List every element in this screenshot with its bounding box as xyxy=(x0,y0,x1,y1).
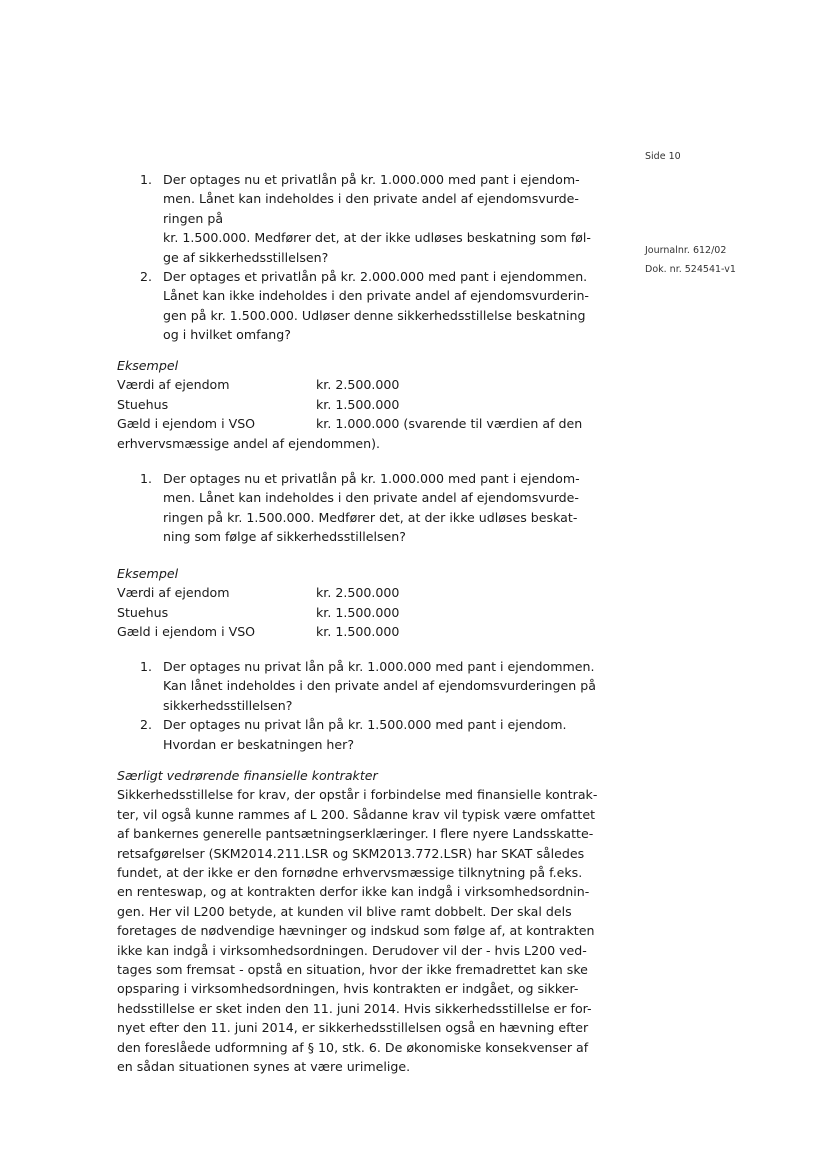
list-item-line: sikkerhedsstillelsen? xyxy=(163,697,293,713)
example-row xyxy=(117,603,400,622)
list-item-line: ge af sikkerhedsstillelsen? xyxy=(163,249,329,265)
list-item-line: Der optages et privatlån på kr. 2.000.000 med pant i ejendommen. xyxy=(163,269,588,285)
paragraph-line: hedsstillelse er sket inden den 11. juni 2014. Hvis sikkerhedsstillelse er for- xyxy=(117,1000,592,1016)
paragraph-line: gen. Her vil L200 betyde, at kunden vil blive ramt dobbelt. Der skal dels xyxy=(117,903,572,919)
paragraph-line: af bankernes generelle pantsætningserklæringer. I flere nyere Landsskatte- xyxy=(117,826,594,842)
example-block-2 xyxy=(117,564,400,642)
section-heading: Særligt vedrørende finansielle kontrakter xyxy=(117,768,378,783)
list-item-line: Kan lånet indeholdes i den private andel af ejendomsvurderingen på xyxy=(163,678,596,694)
list-item-line: Lånet kan ikke indeholdes i den private andel af ejendomsvurderin- xyxy=(163,288,589,304)
example-row-amount: kr. 1.000.000 (svarende til værdien af den xyxy=(316,416,583,432)
list-item-line: men. Lånet kan indeholdes i den private andel af ejendomsvurde- xyxy=(163,191,579,207)
paragraph-line: nyet efter den 11. juni 2014, er sikkerhedsstillelsen også en hævning efter xyxy=(117,1020,589,1036)
list-item-number: 1. xyxy=(140,172,153,187)
document-number: Dok. nr. 524541-v1 xyxy=(645,264,736,275)
list-item-line: men. Lånet kan indeholdes i den private andel af ejendomsvurde- xyxy=(163,490,579,506)
list-item-number: 2. xyxy=(140,717,153,733)
example-row-label: Gæld i ejendom i VSO xyxy=(117,624,256,640)
list-item-line: Hvordan er beskatningen her? xyxy=(163,736,355,752)
example-block-1 xyxy=(117,356,583,453)
paragraph-line: foretages de nødvendige hævninger og indskud som følge af, at kontrakten xyxy=(117,923,595,939)
example-row xyxy=(117,622,400,641)
example-row-amount: kr. 1.500.000 xyxy=(316,396,400,412)
page-number: Side 10 xyxy=(645,151,681,162)
question-list-1 xyxy=(140,170,610,345)
paragraph-line: tages som fremsat - opstå en situation, hvor der ikke fremadrettet kan ske xyxy=(117,962,588,978)
example-continuation: erhvervsmæssige andel af ejendommen). xyxy=(117,435,381,451)
section-financial-contracts xyxy=(117,766,597,1077)
example-row xyxy=(117,583,400,602)
example-heading: Eksempel xyxy=(117,566,179,581)
paragraph-line: ter, vil også kunne rammes af L 200. Sådanne krav vil typisk være omfattet xyxy=(117,806,596,822)
question-list-3 xyxy=(140,657,610,754)
example-row-amount: kr. 1.500.000 xyxy=(316,604,400,620)
example-row xyxy=(117,414,583,433)
journal-number: Journalnr. 612/02 xyxy=(645,245,727,256)
example-row-label: Værdi af ejendom xyxy=(117,377,230,393)
list-item-line: gen på kr. 1.500.000. Udløser denne sikkerhedsstillelse beskatning xyxy=(163,307,586,323)
example-row-label: Stuehus xyxy=(117,604,169,620)
paragraph-line: en sådan situationen synes at være urimelige. xyxy=(117,1059,411,1075)
list-item-line: Der optages nu privat lån på kr. 1.000.000 med pant i ejendommen. xyxy=(163,659,595,674)
paragraph-line: Sikkerhedsstillelse for krav, der opstår i forbindelse med finansielle kontrak- xyxy=(117,787,598,803)
example-row xyxy=(117,395,400,414)
paragraph-line: opsparing i virksomhedsordningen, hvis kontrakten er indgået, og sikker- xyxy=(117,981,579,997)
example-row-label: Stuehus xyxy=(117,396,169,412)
paragraph-line: den foreslåede udformning af § 10, stk. 6. De økonomiske konsekvenser af xyxy=(117,1039,589,1055)
list-item-number: 1. xyxy=(140,659,153,674)
example-heading: Eksempel xyxy=(117,358,179,373)
paragraph-line: en renteswap, og at kontrakten derfor ikke kan indgå i virksomhedsordnin- xyxy=(117,884,590,900)
list-item-line: Der optages nu et privatlån på kr. 1.000.000 med pant i ejendom- xyxy=(163,471,580,486)
list-item xyxy=(140,715,610,754)
list-item-line: Der optages nu privat lån på kr. 1.500.000 med pant i ejendom. xyxy=(163,717,567,733)
list-item xyxy=(140,657,610,715)
list-item-line: og i hvilket omfang? xyxy=(163,327,291,343)
example-row-amount: kr. 1.500.000 xyxy=(316,624,400,640)
list-item-line: ringen på kr. 1.500.000. Medfører det, at der ikke udløses beskat- xyxy=(163,509,578,525)
example-row xyxy=(117,375,400,394)
list-item-line: Der optages nu et privatlån på kr. 1.000.000 med pant i ejendom- xyxy=(163,172,580,187)
paragraph-line: retsafgørelser (SKM2014.211.LSR og SKM2013.772.LSR) har SKAT således xyxy=(117,845,585,861)
list-item-line: kr. 1.500.000. Medfører det, at der ikke udløses beskatning som føl- xyxy=(163,230,591,246)
list-item-line: ringen på xyxy=(163,210,224,226)
list-item-line: ning som følge af sikkerhedsstillelsen? xyxy=(163,529,406,545)
list-item-number: 1. xyxy=(140,471,153,486)
example-row-amount: kr. 2.500.000 xyxy=(316,585,400,601)
list-item-number: 2. xyxy=(140,269,153,285)
question-list-2 xyxy=(140,469,610,547)
example-row-label: Gæld i ejendom i VSO xyxy=(117,416,256,432)
example-row-label: Værdi af ejendom xyxy=(117,585,230,601)
list-item xyxy=(140,170,610,267)
list-item xyxy=(140,469,610,547)
list-item xyxy=(140,267,610,345)
paragraph-line: fundet, at der ikke er den fornødne erhvervsmæssige tilknytning på f.eks. xyxy=(117,865,583,881)
example-row-amount: kr. 2.500.000 xyxy=(316,377,400,393)
paragraph-line: ikke kan indgå i virksomhedsordningen. Derudover vil der - hvis L200 ved- xyxy=(117,942,587,958)
